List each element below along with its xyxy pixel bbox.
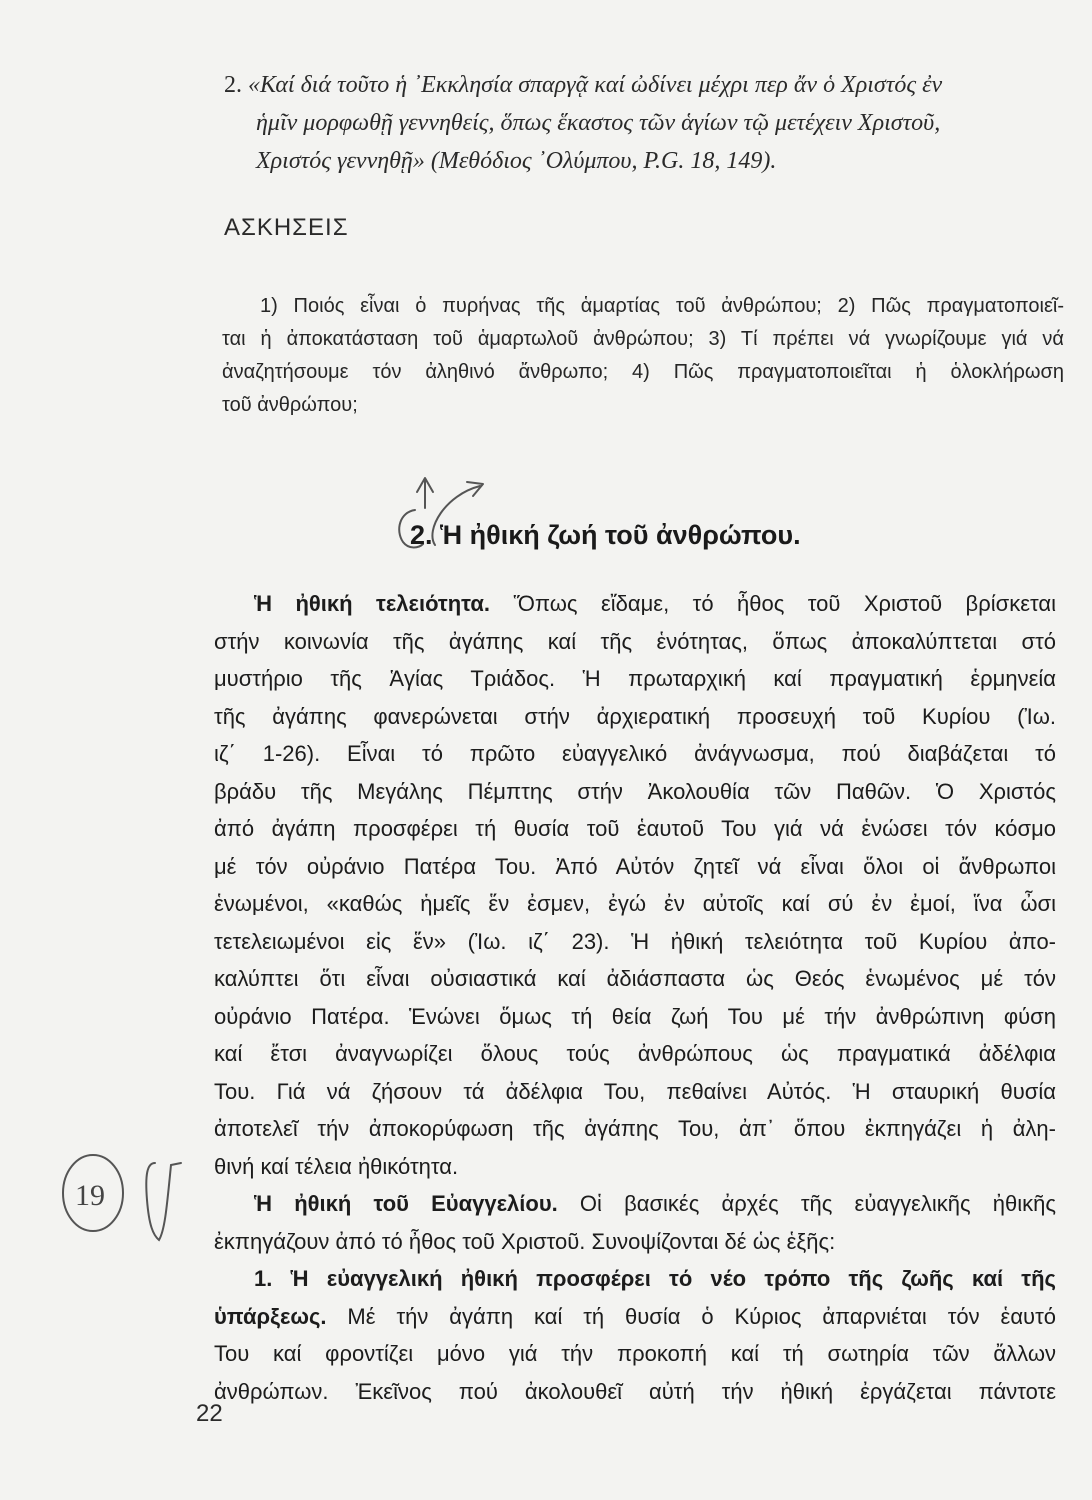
footnote-line: ἡμῖν μορφωθῇ γεννηθείς, ὅπως ἕκαστος τῶν ἁγίων τῷ μετέχειν Χριστοῦ, (256, 110, 941, 136)
paragraph-lead: ὑπάρξεως. (214, 1303, 327, 1329)
paragraph-line (214, 1260, 1056, 1298)
paragraph-line: τετελειωμένοι εἰς ἕν» (Ἰω. ιζ΄ 23). Ἡ ἠθική τελειότητα τοῦ Κυρίου ἀπο- (214, 928, 1056, 954)
paragraph-lead: Ἡ ἠθική τελειότητα. (254, 591, 491, 616)
paragraph-line: ἑνωμένοι, «καθώς ἡμεῖς ἕν ἐσμεν, ἐγώ ἐν αὐτοῖς καί σύ ἐν ἐμοί, ἵνα ὦσι (214, 891, 1056, 916)
exercise-line: ται ἡ ἀποκατάσταση τοῦ ἁμαρτωλοῦ ἀνθρώπου; 3) Τί πρέπει νά γνωρίζουμε γιά νά (222, 328, 1064, 350)
paragraph-line: ἀνθρώπων. Ἐκεῖνος πού ἀκολουθεῖ αὐτή τήν ἠθική ἐργάζεται πάντοτε (214, 1378, 1056, 1404)
paragraph-line: καί ἔτσι ἀναγνωρίζει ὅλους τούς ἀνθρώπους ὡς πραγματικά ἀδέλφια (214, 1041, 1056, 1066)
paragraph-line: ἐκπηγάζουν ἀπό τό ἦθος τοῦ Χριστοῦ. Συνοψίζονται δέ ὡς ἑξῆς: (214, 1228, 836, 1254)
paragraph-line: μέ τόν οὐράνιο Πατέρα Του. Ἀπό Αὐτόν ζητεῖ νά εἶναι ὅλοι οἱ ἄνθρωποι (214, 853, 1056, 879)
paragraph-line: Του καί φροντίζει μόνο γιά τήν προκοπή καί τή σωτηρία τῶν ἄλλων (214, 1341, 1056, 1366)
page-number: 22 (196, 1400, 223, 1427)
paragraph-lead: Ἡ ἠθική τοῦ Εὐαγγελίου. (254, 1191, 558, 1216)
paragraph-line: Ἡ ἠθική τελειότητα. Ὅπως εἴδαμε, τό ἦθος τοῦ Χριστοῦ βρίσκεται (254, 591, 1056, 616)
paragraph-line: ὑπάρξεως. Μέ τήν ἀγάπη καί τή θυσία ὁ Κύριος ἀπαρνιέται τόν ἑαυτό (214, 1303, 1056, 1329)
handwritten-margin-note (55, 1145, 195, 1255)
paragraph-line: οὐράνιο Πατέρα. Ἑνώνει ὅμως τή θεία ζωή Του μέ τήν ἀνθρώπινη φύση (214, 1003, 1056, 1029)
margin-note-text: 19 (75, 1179, 105, 1212)
exercise-line: ἀναζητήσουμε τόν ἀληθινό ἄνθρωπο; 4) Πῶς πραγματοποιεῖται ἡ ὁλοκλήρωση (222, 361, 1064, 383)
main-text (214, 585, 1056, 1410)
paragraph-line: βράδυ τῆς Μεγάλης Πέμπτης στήν Ἀκολουθία τῶν Παθῶν. Ὁ Χριστός (214, 778, 1056, 804)
footnote-line: 2. «Καί διά τοῦτο ἡ ᾿Εκκλησία σπαργᾷ καί ὠδίνει μέχρι περ ἄν ὁ Χριστός ἐν (224, 72, 943, 98)
paragraph-line: καλύπτει ὅτι εἶναι οὐσιαστικά καί ἀδιάσπαστα ὡς Θεός ἑνωμένος μέ τόν (214, 966, 1056, 991)
exercise-line: 1) Ποιός εἶναι ὁ πυρήνας τῆς ἁμαρτίας τοῦ ἀνθρώπου; 2) Πῶς πραγματοποιεῖ- (260, 295, 1064, 317)
paragraph-line: Του. Γιά νά ζήσουν τά ἀδέλφια Του, πεθαίνει Αὐτός. Ἡ σταυρική θυσία (214, 1078, 1056, 1104)
paragraph-line: τῆς ἀγάπης φανερώνεται στήν ἀρχιερατική προσευχή τοῦ Κυρίου (Ἰω. (214, 703, 1056, 729)
paragraph-lead: 1. Ἡ εὐαγγελική ἠθική προσφέρει τό νέο τρόπο τῆς ζωῆς καί τῆς (254, 1266, 1056, 1291)
paragraph-line: Ἡ ἠθική τοῦ Εὐαγγελίου. Οἱ βασικές ἀρχές τῆς εὐαγγελικῆς ἠθικῆς (254, 1191, 1056, 1216)
paragraph-line: ιζ΄ 1-26). Εἶναι τό πρῶτο εὐαγγελικό ἀνάγνωσμα, πού διαβάζεται τό (214, 741, 1056, 766)
paragraph-line: ἀποτελεῖ τήν ἀποκορύφωση τῆς ἀγάπης Του, ἀπ᾿ ὅπου ἐκπηγάζει ἡ ἀλη- (214, 1116, 1056, 1141)
footnote-number: 2. (224, 72, 242, 98)
exercise-line: τοῦ ἀνθρώπου; (222, 394, 358, 416)
paragraph-line: στήν κοινωνία τῆς ἀγάπης καί τῆς ἑνότητας, ὅπως ἀποκαλύπτεται στό (214, 628, 1056, 654)
footnote-line: Χριστός γεννηθῇ» (Μεθόδιος ᾿Ολύμπου, P.G. 18, 149). (256, 148, 777, 174)
paragraph-line: ἀπό ἀγάπη προσφέρει τή θυσία τοῦ ἑαυτοῦ Του γιά νά ἑνώσει τόν κόσμο (214, 816, 1056, 841)
exercises-heading: ΑΣΚΗΣΕΙΣ (224, 214, 349, 241)
paragraph-line: μυστήριο τῆς Ἁγίας Τριάδος. Ἡ πρωταρχική καί πραγματική ἑρμηνεία (214, 666, 1056, 691)
exercises-text (222, 290, 1064, 422)
paragraph-line: θινή καί τέλεια ἠθικότητα. (214, 1153, 459, 1179)
section-heading: 2. Ἡ ἠθική ζωή τοῦ ἀνθρώπου. (410, 520, 801, 550)
footnote (224, 66, 1054, 180)
